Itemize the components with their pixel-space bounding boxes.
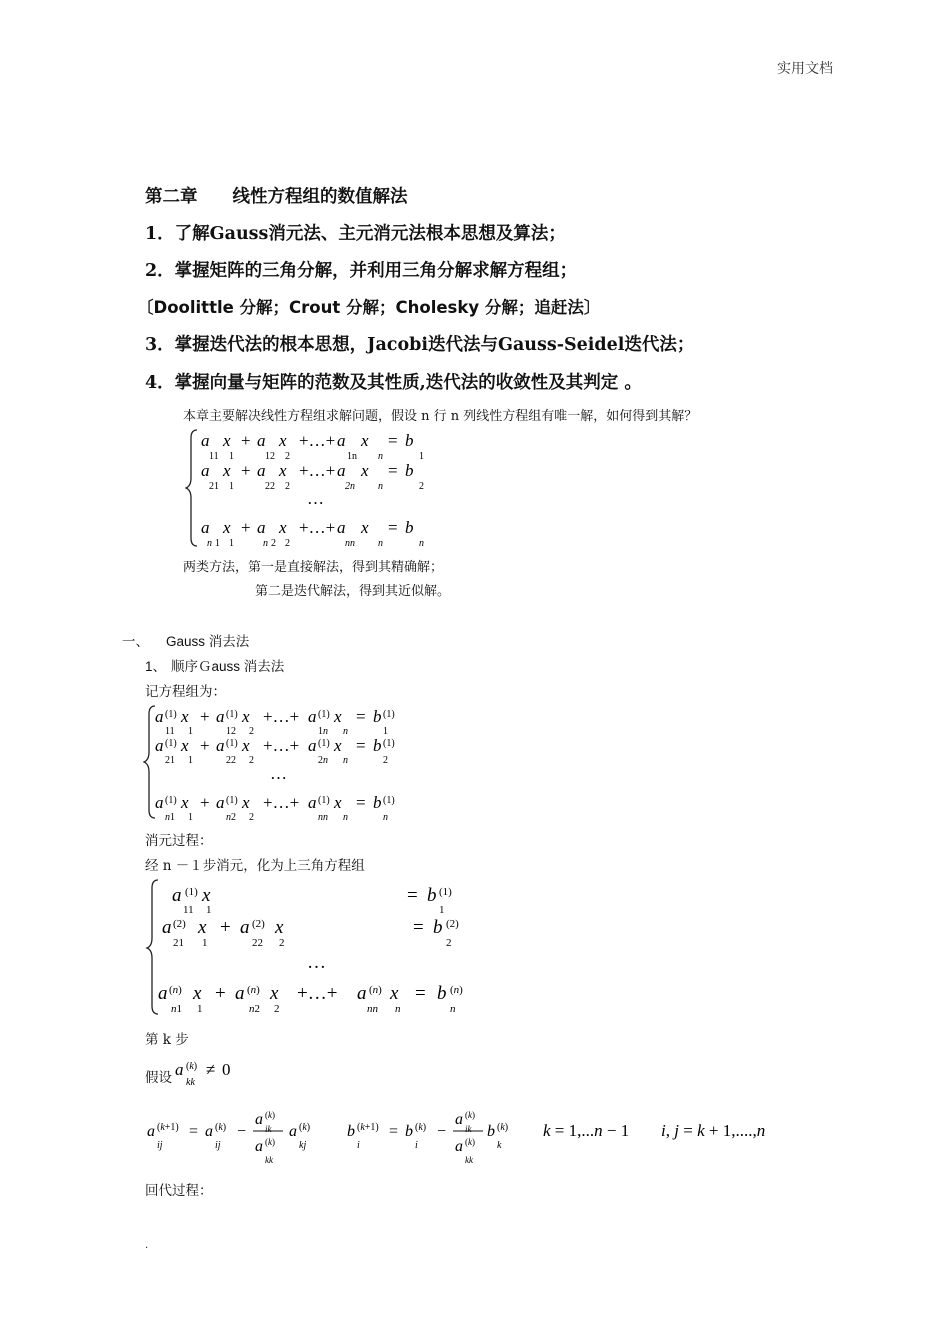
svg-text:x: x	[279, 518, 287, 537]
svg-text:(n): (n)	[450, 984, 463, 996]
svg-text:n1: n1	[165, 812, 175, 823]
svg-text:+…+: +…+	[299, 518, 336, 537]
svg-text:(k): (k)	[465, 1137, 475, 1147]
svg-text:(1): (1)	[318, 795, 330, 806]
svg-text:+: +	[241, 518, 251, 537]
svg-text:21: 21	[165, 755, 175, 766]
label-k-step: 第 k 步	[145, 1032, 189, 1048]
svg-text:k = 1,...n − 1: k = 1,...n − 1	[543, 1121, 630, 1140]
svg-text:x: x	[242, 793, 250, 812]
svg-text:1: 1	[229, 451, 234, 462]
svg-text:b: b	[405, 431, 414, 450]
svg-text:n: n	[263, 538, 268, 549]
svg-text:a: a	[216, 707, 225, 726]
svg-text:(1): (1)	[226, 738, 238, 749]
methods-line-2: 第二是迭代解法，得到其近似解。	[255, 584, 451, 599]
svg-text:a: a	[257, 518, 266, 537]
svg-text:n: n	[450, 1003, 456, 1015]
svg-text:a: a	[308, 736, 317, 755]
svg-text:22: 22	[265, 481, 275, 492]
svg-text:…: …	[270, 764, 287, 783]
svg-text:a: a	[240, 917, 250, 938]
svg-text:+: +	[220, 917, 231, 938]
page-header: 实用文档	[777, 61, 833, 77]
svg-text:x: x	[390, 983, 399, 1004]
svg-text:n: n	[383, 812, 388, 823]
svg-text:a: a	[308, 793, 317, 812]
svg-text:+…+: +…+	[263, 736, 300, 755]
svg-text:11: 11	[209, 451, 219, 462]
svg-text:2: 2	[271, 538, 276, 549]
svg-text:b: b	[373, 707, 382, 726]
svg-text:…: …	[307, 489, 324, 508]
svg-text:kk: kk	[186, 1077, 195, 1088]
svg-text:1: 1	[202, 937, 208, 949]
chapter-title: 第二章 线性方程组的数值解法	[145, 187, 408, 207]
svg-text:n1: n1	[171, 1003, 182, 1015]
svg-text:x: x	[279, 461, 287, 480]
svg-text:=: =	[388, 461, 398, 480]
svg-text:b: b	[405, 518, 414, 537]
footer-dot: .	[145, 1240, 149, 1251]
svg-text:b: b	[373, 736, 382, 755]
svg-text:a: a	[337, 431, 346, 450]
svg-text:(1): (1)	[165, 795, 177, 806]
svg-text:=: =	[189, 1123, 199, 1140]
svg-text:11: 11	[165, 726, 175, 737]
svg-text:b: b	[405, 461, 414, 480]
svg-text:=: =	[356, 707, 366, 726]
svg-text:(n): (n)	[169, 984, 182, 996]
svg-text:a: a	[175, 1060, 184, 1079]
svg-text:n: n	[395, 1003, 401, 1015]
svg-text:2n: 2n	[318, 755, 328, 766]
svg-text:b: b	[487, 1123, 495, 1140]
svg-text:x: x	[198, 917, 207, 938]
svg-text:+…+: +…+	[263, 793, 300, 812]
svg-text:b: b	[433, 917, 443, 938]
svg-text:(k): (k)	[265, 1110, 275, 1120]
svg-text:(k): (k)	[265, 1137, 275, 1147]
svg-text:=: =	[407, 885, 418, 906]
svg-text:1: 1	[188, 726, 193, 737]
svg-text:+…+: +…+	[299, 461, 336, 480]
svg-text:a: a	[257, 461, 266, 480]
svg-text:+: +	[241, 431, 251, 450]
svg-text:a: a	[257, 431, 266, 450]
svg-text:1: 1	[419, 451, 424, 462]
svg-text:(1): (1)	[383, 795, 395, 806]
svg-text:n: n	[378, 538, 383, 549]
svg-text:−: −	[237, 1123, 247, 1140]
svg-text:x: x	[223, 518, 231, 537]
svg-text:(k): (k)	[497, 1122, 509, 1133]
svg-text:n: n	[378, 481, 383, 492]
svg-text:2: 2	[249, 812, 254, 823]
svg-text:(k+1): (k+1)	[357, 1122, 379, 1133]
svg-text:1: 1	[229, 481, 234, 492]
svg-text:2: 2	[249, 755, 254, 766]
svg-text:11: 11	[183, 904, 194, 916]
svg-text:(1): (1)	[226, 709, 238, 720]
svg-text:(n): (n)	[247, 984, 260, 996]
svg-text:i: i	[357, 1140, 360, 1151]
svg-text:a: a	[155, 793, 164, 812]
svg-text:n: n	[207, 538, 212, 549]
svg-text:(k): (k)	[415, 1122, 427, 1133]
svg-text:(1): (1)	[185, 886, 198, 898]
svg-text:a: a	[455, 1111, 463, 1128]
svg-text:2: 2	[446, 937, 452, 949]
svg-text:(n): (n)	[369, 984, 382, 996]
svg-text:+: +	[200, 707, 210, 726]
svg-text:(k): (k)	[299, 1122, 311, 1133]
svg-text:=: =	[415, 983, 426, 1004]
svg-text:x: x	[242, 707, 250, 726]
svg-text:a: a	[308, 707, 317, 726]
svg-text:ij: ij	[215, 1140, 221, 1151]
svg-text:−: −	[437, 1123, 447, 1140]
svg-text:b: b	[437, 983, 447, 1004]
label-back-substitution: 回代过程：	[145, 1183, 213, 1199]
svg-text:x: x	[270, 983, 279, 1004]
svg-text:21: 21	[209, 481, 219, 492]
svg-text:a: a	[201, 461, 210, 480]
svg-text:i: i	[415, 1140, 418, 1151]
svg-text:+…+: +…+	[299, 431, 336, 450]
svg-text:2: 2	[285, 451, 290, 462]
svg-text:2: 2	[419, 481, 424, 492]
svg-text:n2: n2	[226, 812, 236, 823]
svg-text:x: x	[193, 983, 202, 1004]
svg-text:1: 1	[439, 904, 445, 916]
svg-text:2: 2	[285, 481, 290, 492]
svg-text:(1): (1)	[165, 738, 177, 749]
svg-text:1: 1	[197, 1003, 203, 1015]
svg-text:2: 2	[249, 726, 254, 737]
svg-text:1: 1	[206, 904, 212, 916]
svg-text:x: x	[361, 431, 369, 450]
svg-text:n: n	[419, 538, 424, 549]
svg-text:12: 12	[226, 726, 236, 737]
svg-text:a: a	[172, 885, 182, 906]
svg-text:kk: kk	[265, 1155, 273, 1165]
svg-text:(1): (1)	[318, 709, 330, 720]
svg-text:x: x	[181, 793, 189, 812]
svg-text:kk: kk	[465, 1155, 473, 1165]
svg-text:kj: kj	[299, 1140, 307, 1151]
goal-3: 3．掌握迭代法的根本思想，Jacobi迭代法与Gauss-Seidel迭代法；	[145, 335, 695, 355]
label-system: 记方程组为：	[145, 684, 226, 700]
svg-text:a: a	[455, 1138, 463, 1155]
svg-text:(2): (2)	[173, 918, 186, 930]
svg-text:x: x	[334, 707, 342, 726]
svg-text:(2): (2)	[446, 918, 459, 930]
svg-text:k: k	[497, 1140, 502, 1151]
svg-text:a: a	[205, 1123, 213, 1140]
svg-text:(1): (1)	[226, 795, 238, 806]
methods-line-1: 两类方法，第一是直接解法，得到其精确解；	[183, 560, 444, 575]
svg-text:b: b	[373, 793, 382, 812]
svg-text:a: a	[155, 707, 164, 726]
svg-text:22: 22	[226, 755, 236, 766]
svg-text:x: x	[361, 518, 369, 537]
subsection-number: 1、	[145, 659, 167, 674]
svg-text:2: 2	[285, 538, 290, 549]
svg-text:nn: nn	[318, 812, 328, 823]
svg-text:1: 1	[229, 538, 234, 549]
svg-text:2: 2	[279, 937, 285, 949]
svg-text:x: x	[223, 461, 231, 480]
svg-text:(1): (1)	[439, 886, 452, 898]
svg-text:a: a	[216, 793, 225, 812]
svg-text:+…+: +…+	[297, 983, 338, 1004]
svg-text:ij: ij	[157, 1140, 163, 1151]
svg-text:a: a	[147, 1123, 155, 1140]
svg-text:(k): (k)	[465, 1110, 475, 1120]
svg-text:+…+: +…+	[263, 707, 300, 726]
svg-text:+: +	[241, 461, 251, 480]
svg-text:x: x	[181, 736, 189, 755]
svg-text:x: x	[223, 431, 231, 450]
svg-text:b: b	[427, 885, 437, 906]
intro-text: 本章主要解决线性方程组求解问题，假设 n 行 n 列线性方程组有唯一解，如何得到其解？	[183, 409, 698, 424]
svg-text:b: b	[405, 1123, 413, 1140]
label-upper-triangular: 经 n －１步消元，化为上三角方程组	[145, 858, 365, 874]
svg-text:1: 1	[188, 812, 193, 823]
svg-text:x: x	[242, 736, 250, 755]
svg-text:(1): (1)	[383, 709, 395, 720]
svg-text:1: 1	[188, 755, 193, 766]
svg-text:0: 0	[222, 1060, 231, 1079]
svg-text:21: 21	[173, 937, 184, 949]
svg-text:x: x	[334, 736, 342, 755]
svg-text:x: x	[334, 793, 342, 812]
svg-text:1: 1	[215, 538, 220, 549]
svg-text:+: +	[215, 983, 226, 1004]
svg-text:a: a	[357, 983, 367, 1004]
svg-text:=: =	[356, 736, 366, 755]
svg-text:1n: 1n	[347, 451, 357, 462]
goal-2: 2．掌握矩阵的三角分解，并利用三角分解求解方程组；	[145, 261, 578, 281]
svg-text:n: n	[343, 812, 348, 823]
svg-text:a: a	[162, 917, 172, 938]
svg-text:n: n	[378, 451, 383, 462]
svg-text:a: a	[289, 1123, 297, 1140]
upper-triangular-system	[145, 874, 485, 1024]
svg-text:a: a	[216, 736, 225, 755]
svg-text:n: n	[343, 726, 348, 737]
svg-text:+: +	[200, 793, 210, 812]
svg-text:22: 22	[252, 937, 263, 949]
svg-text:2: 2	[274, 1003, 280, 1015]
svg-text:(1): (1)	[165, 709, 177, 720]
svg-text:12: 12	[265, 451, 275, 462]
svg-text:ik: ik	[265, 1124, 272, 1134]
svg-text:x: x	[361, 461, 369, 480]
svg-text:nn: nn	[345, 538, 355, 549]
svg-text:a: a	[337, 518, 346, 537]
svg-text:a: a	[201, 518, 210, 537]
label-elimination: 消元过程：	[145, 833, 213, 849]
svg-text:(k): (k)	[186, 1061, 198, 1072]
svg-text:+: +	[200, 736, 210, 755]
svg-text:x: x	[275, 917, 284, 938]
svg-text:(k+1): (k+1)	[157, 1122, 179, 1133]
svg-text:i, j = k + 1,....,n: i, j = k + 1,....,n	[661, 1121, 766, 1140]
section-number: 一、	[122, 634, 149, 649]
svg-text:=: =	[388, 518, 398, 537]
svg-text:≠: ≠	[206, 1060, 216, 1079]
svg-text:x: x	[202, 885, 211, 906]
goal-2-detail: 〔Doolittle 分解；Crout 分解；Cholesky 分解；追赶法〕	[137, 298, 601, 317]
svg-text:ik: ik	[465, 1124, 472, 1134]
label-assume: 假设	[145, 1070, 172, 1086]
svg-text:(2): (2)	[252, 918, 265, 930]
svg-text:1: 1	[383, 726, 388, 737]
svg-text:=: =	[356, 793, 366, 812]
svg-text:b: b	[347, 1123, 355, 1140]
svg-text:a: a	[337, 461, 346, 480]
svg-text:2n: 2n	[345, 481, 355, 492]
svg-text:n2: n2	[249, 1003, 260, 1015]
goal-1: 1．了解Gauss消元法、主元消元法根本思想及算法；	[145, 224, 566, 244]
svg-text:a: a	[158, 983, 168, 1004]
elimination-formula	[143, 1104, 803, 1168]
svg-text:a: a	[255, 1111, 263, 1128]
svg-text:x: x	[181, 707, 189, 726]
svg-text:=: =	[388, 431, 398, 450]
section-title: Gauss 消去法	[166, 634, 250, 649]
svg-text:=: =	[389, 1123, 399, 1140]
svg-text:(1): (1)	[383, 738, 395, 749]
pivot-nonzero-condition	[172, 1055, 242, 1089]
svg-text:…: …	[307, 952, 326, 973]
goal-4: 4．掌握向量与矩阵的范数及其性质,迭代法的收敛性及其判定 。	[145, 373, 642, 393]
svg-text:x: x	[279, 431, 287, 450]
svg-text:2: 2	[383, 755, 388, 766]
linear-system-labeled-equation	[143, 700, 423, 825]
svg-text:a: a	[235, 983, 245, 1004]
svg-text:a: a	[201, 431, 210, 450]
svg-text:1n: 1n	[318, 726, 328, 737]
svg-text:(k): (k)	[215, 1122, 227, 1133]
svg-text:a: a	[155, 736, 164, 755]
svg-text:a: a	[255, 1138, 263, 1155]
subsection-title: 顺序Ｇauss 消去法	[171, 659, 285, 674]
linear-system-equation	[185, 424, 445, 552]
svg-text:=: =	[413, 917, 424, 938]
svg-text:nn: nn	[367, 1003, 378, 1015]
svg-text:n: n	[343, 755, 348, 766]
svg-text:(1): (1)	[318, 738, 330, 749]
